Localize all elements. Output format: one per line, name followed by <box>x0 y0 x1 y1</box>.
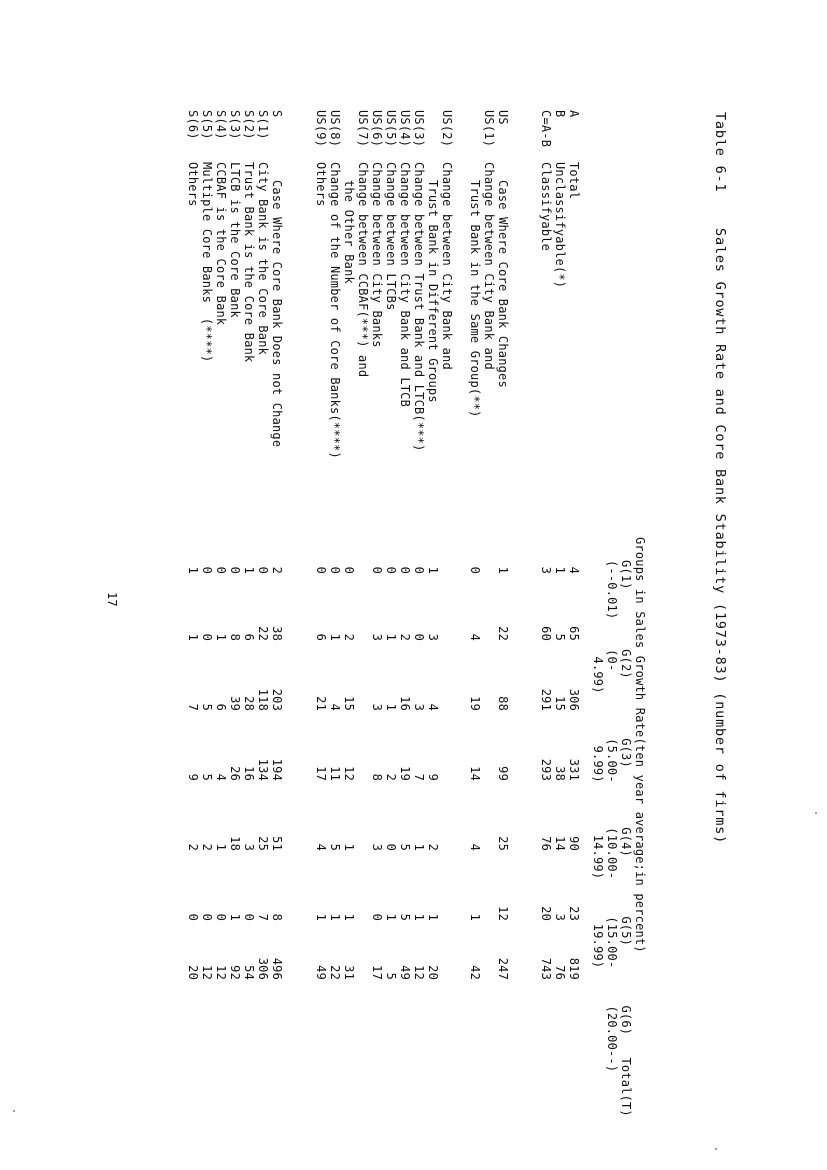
scan-speck <box>815 812 817 814</box>
group-cell: 118 <box>256 688 270 711</box>
total-cell: 306 <box>256 957 270 980</box>
total-cell: 76 <box>553 965 567 980</box>
table-title: Table 6-1 Sales Growth Rate and Core Bank Stability (1973-83) (number of firms) <box>712 112 728 845</box>
row-code: S(3) <box>228 110 242 140</box>
group-cell: 0 <box>342 566 356 574</box>
group-cell: 5 <box>200 703 214 711</box>
group-cell: 6 <box>214 703 228 711</box>
total-cell: 20 <box>426 965 440 980</box>
group-cell: 38 <box>553 766 567 781</box>
group-cell: 0 <box>200 913 214 921</box>
group-cell: 76 <box>539 836 553 851</box>
row-label: Multiple Core Banks (****) <box>200 162 214 363</box>
group-cell: 1 <box>384 633 398 641</box>
group-cell: 5 <box>398 843 412 851</box>
group-cell: 1 <box>553 566 567 574</box>
group-cell: 14 <box>553 836 567 851</box>
group-cell: 16 <box>398 696 412 711</box>
group-cell: 0 <box>242 913 256 921</box>
group-cell: 331 <box>567 758 581 781</box>
row-label-continued: Trust Bank in the Same Group(**) <box>468 180 482 418</box>
row-label: Unclassifyable(*) <box>553 162 567 289</box>
row-label: Classifyable <box>539 162 553 252</box>
group-cell: 2 <box>384 773 398 781</box>
group-cell: 1 <box>412 913 426 921</box>
group-cell: 3 <box>370 633 384 641</box>
group-cell: 0 <box>384 566 398 574</box>
group-cell: 2 <box>426 843 440 851</box>
group-cell: 7 <box>256 913 270 921</box>
row-code: US <box>496 110 510 125</box>
group-cell: 28 <box>242 696 256 711</box>
group-cell: 291 <box>539 688 553 711</box>
group-cell: 25 <box>496 836 510 851</box>
row-label: Case Where Core Bank Does not Change <box>270 180 284 448</box>
group-cell: 15 <box>553 696 567 711</box>
group-cell: 1 <box>186 633 200 641</box>
total-cell: 247 <box>496 957 510 980</box>
total-cell: 22 <box>328 965 342 980</box>
group-cell: 0 <box>370 566 384 574</box>
group-cell: 2 <box>398 633 412 641</box>
row-code: US(5) <box>384 110 398 148</box>
group-cell: 8 <box>370 773 384 781</box>
total-cell: 743 <box>539 957 553 980</box>
total-cell: 49 <box>314 965 328 980</box>
group-cell: 6 <box>242 633 256 641</box>
group-cell: 4 <box>426 703 440 711</box>
group-cell: 12 <box>342 766 356 781</box>
group-cell: 9 <box>426 773 440 781</box>
group-cell: 26 <box>228 766 242 781</box>
group-cell: 4 <box>314 843 328 851</box>
total-cell: 17 <box>370 965 384 980</box>
group-cell: 1 <box>384 913 398 921</box>
group-cell: 18 <box>228 836 242 851</box>
group-cell: 0 <box>200 633 214 641</box>
group-cell: 0 <box>384 843 398 851</box>
group-cell: 1 <box>242 566 256 574</box>
group-cell: 1 <box>426 913 440 921</box>
group-cell: 17 <box>314 766 328 781</box>
total-cell: 5 <box>384 972 398 980</box>
total-cell: 92 <box>228 965 242 980</box>
total-cell: 20 <box>186 965 200 980</box>
row-label: Others <box>186 162 200 207</box>
group-cell: 51 <box>270 836 284 851</box>
group-cell: 0 <box>412 566 426 574</box>
group-cell: 7 <box>186 703 200 711</box>
row-code: B <box>553 110 567 118</box>
total-cell: 54 <box>242 965 256 980</box>
group-cell: 1 <box>342 913 356 921</box>
group-cell: 6 <box>314 633 328 641</box>
row-label: Total <box>567 162 581 200</box>
row-code: US(4) <box>398 110 412 148</box>
group-cell: 21 <box>314 696 328 711</box>
total-cell: 31 <box>342 965 356 980</box>
row-code: A <box>567 110 581 118</box>
group-cell: 0 <box>370 913 384 921</box>
group-cell: 22 <box>256 626 270 641</box>
group-cell: 19 <box>398 766 412 781</box>
row-label: Change between City Banks <box>370 162 384 348</box>
group-cell: 2 <box>200 843 214 851</box>
row-label: Trust Bank is the Core Bank <box>242 162 256 363</box>
group-cell: 1 <box>314 913 328 921</box>
row-label: LTCB is the Core Bank <box>228 162 242 318</box>
group-cell: 20 <box>539 906 553 921</box>
row-code: S <box>270 110 284 118</box>
group-cell: 5 <box>398 913 412 921</box>
row-label: Change between LTCBs <box>384 162 398 311</box>
group-cell: 99 <box>496 766 510 781</box>
header-groups: Groups in Sales Growth Rate(ten year average;in percent) <box>633 537 647 953</box>
group-cell: 5 <box>553 633 567 641</box>
group-cell: 16 <box>242 766 256 781</box>
row-code: C=A-B <box>539 110 553 148</box>
group-cell: 1 <box>228 913 242 921</box>
group-cell: 8 <box>228 633 242 641</box>
total-cell: 12 <box>214 965 228 980</box>
group-cell: 0 <box>256 566 270 574</box>
group-cell: 134 <box>256 758 270 781</box>
row-label: City Bank is the Core Bank <box>256 162 270 356</box>
row-label: Change of the Number of Core Banks(****) <box>328 162 342 459</box>
row-code: US(6) <box>370 110 384 148</box>
group-cell: 5 <box>200 773 214 781</box>
group-cell: 3 <box>370 703 384 711</box>
row-code: S(1) <box>256 110 270 140</box>
group-cell: 9 <box>186 773 200 781</box>
row-label: Change between City Bank and <box>482 162 496 370</box>
group-cell: 1 <box>328 913 342 921</box>
row-label: Change between CCBAF(***) and <box>356 162 370 378</box>
total-cell: 819 <box>567 957 581 980</box>
total-cell: 49 <box>398 965 412 980</box>
group-cell: 3 <box>412 703 426 711</box>
group-cell: 1 <box>468 913 482 921</box>
group-cell: 3 <box>370 843 384 851</box>
group-cell: 39 <box>228 696 242 711</box>
page-number: 17 <box>105 592 119 607</box>
group-cell: 4 <box>214 773 228 781</box>
group-cell: 3 <box>242 843 256 851</box>
row-code: S(2) <box>242 110 256 140</box>
row-label: Others <box>314 162 328 207</box>
group-cell: 1 <box>496 566 510 574</box>
group-cell: 15 <box>342 696 356 711</box>
group-cell: 5 <box>328 843 342 851</box>
group-cell: 88 <box>496 696 510 711</box>
group-cell: 19 <box>468 696 482 711</box>
group-cell: 4 <box>468 843 482 851</box>
group-cell: 0 <box>214 913 228 921</box>
group-cell: 25 <box>256 836 270 851</box>
group-cell: 1 <box>214 843 228 851</box>
row-code: US(1) <box>482 110 496 148</box>
group-cell: 7 <box>412 773 426 781</box>
group-cell: 0 <box>200 566 214 574</box>
total-cell: 496 <box>270 957 284 980</box>
group-cell: 12 <box>496 906 510 921</box>
row-label: CCBAF is the Core Bank <box>214 162 228 326</box>
group-cell: 0 <box>314 566 328 574</box>
group-cell: 90 <box>567 836 581 851</box>
row-code: US(7) <box>356 110 370 148</box>
total-cell: 42 <box>468 965 482 980</box>
group-cell: 14 <box>468 766 482 781</box>
group-cell: 2 <box>342 633 356 641</box>
group-cell: 203 <box>270 688 284 711</box>
scan-speck <box>715 1148 717 1150</box>
row-label: Case Where Core Bank Changes <box>496 180 510 388</box>
header-group-ranges: (--0.01) (0- (5.00- (10.00- (15.00- (20.00--) <box>605 560 619 1073</box>
group-cell: 23 <box>567 906 581 921</box>
total-cell: 12 <box>200 965 214 980</box>
row-label: Change between City Bank and <box>440 162 454 370</box>
group-cell: 8 <box>270 913 284 921</box>
group-cell: 1 <box>384 703 398 711</box>
group-cell: 0 <box>398 566 412 574</box>
total-cell: 12 <box>412 965 426 980</box>
group-cell: 1 <box>214 633 228 641</box>
row-code: US(2) <box>440 110 454 148</box>
group-cell: 60 <box>539 626 553 641</box>
scan-speck <box>13 1110 15 1112</box>
row-label-continued: Trust Bank in Different Groups <box>426 180 440 403</box>
group-cell: 0 <box>412 633 426 641</box>
group-cell: 0 <box>228 566 242 574</box>
row-code: S(6) <box>186 110 200 140</box>
group-cell: 1 <box>412 843 426 851</box>
group-cell: 0 <box>468 566 482 574</box>
row-code: S(5) <box>200 110 214 140</box>
group-cell: 22 <box>496 626 510 641</box>
group-cell: 0 <box>328 566 342 574</box>
row-code: US(8) <box>328 110 342 148</box>
row-label: Change between Trust Bank and LTCB(***) <box>412 162 426 452</box>
header-group-ranges-end: 4.99) 9.99) 14.99) 19.99) <box>591 560 605 969</box>
group-cell: 0 <box>186 913 200 921</box>
group-cell: 4 <box>468 633 482 641</box>
group-cell: 293 <box>539 758 553 781</box>
row-label-continued: the Other Bank <box>342 180 356 284</box>
group-cell: 65 <box>567 626 581 641</box>
group-cell: 4 <box>328 703 342 711</box>
group-cell: 3 <box>426 633 440 641</box>
row-code: US(3) <box>412 110 426 148</box>
group-cell: 1 <box>426 566 440 574</box>
group-cell: 11 <box>328 766 342 781</box>
group-cell: 4 <box>567 566 581 574</box>
header-group-names: G(1) G(2) G(3) G(4) G(5) G(6) Total(T) <box>619 560 633 1117</box>
group-cell: 3 <box>539 566 553 574</box>
row-code: US(9) <box>314 110 328 148</box>
group-cell: 2 <box>270 566 284 574</box>
row-code: S(4) <box>214 110 228 140</box>
row-label: Change between City Bank and LTCB <box>398 162 412 408</box>
group-cell: 306 <box>567 688 581 711</box>
group-cell: 1 <box>342 843 356 851</box>
group-cell: 0 <box>214 566 228 574</box>
group-cell: 1 <box>328 633 342 641</box>
group-cell: 194 <box>270 758 284 781</box>
group-cell: 1 <box>186 566 200 574</box>
group-cell: 2 <box>186 843 200 851</box>
group-cell: 38 <box>270 626 284 641</box>
group-cell: 3 <box>553 913 567 921</box>
